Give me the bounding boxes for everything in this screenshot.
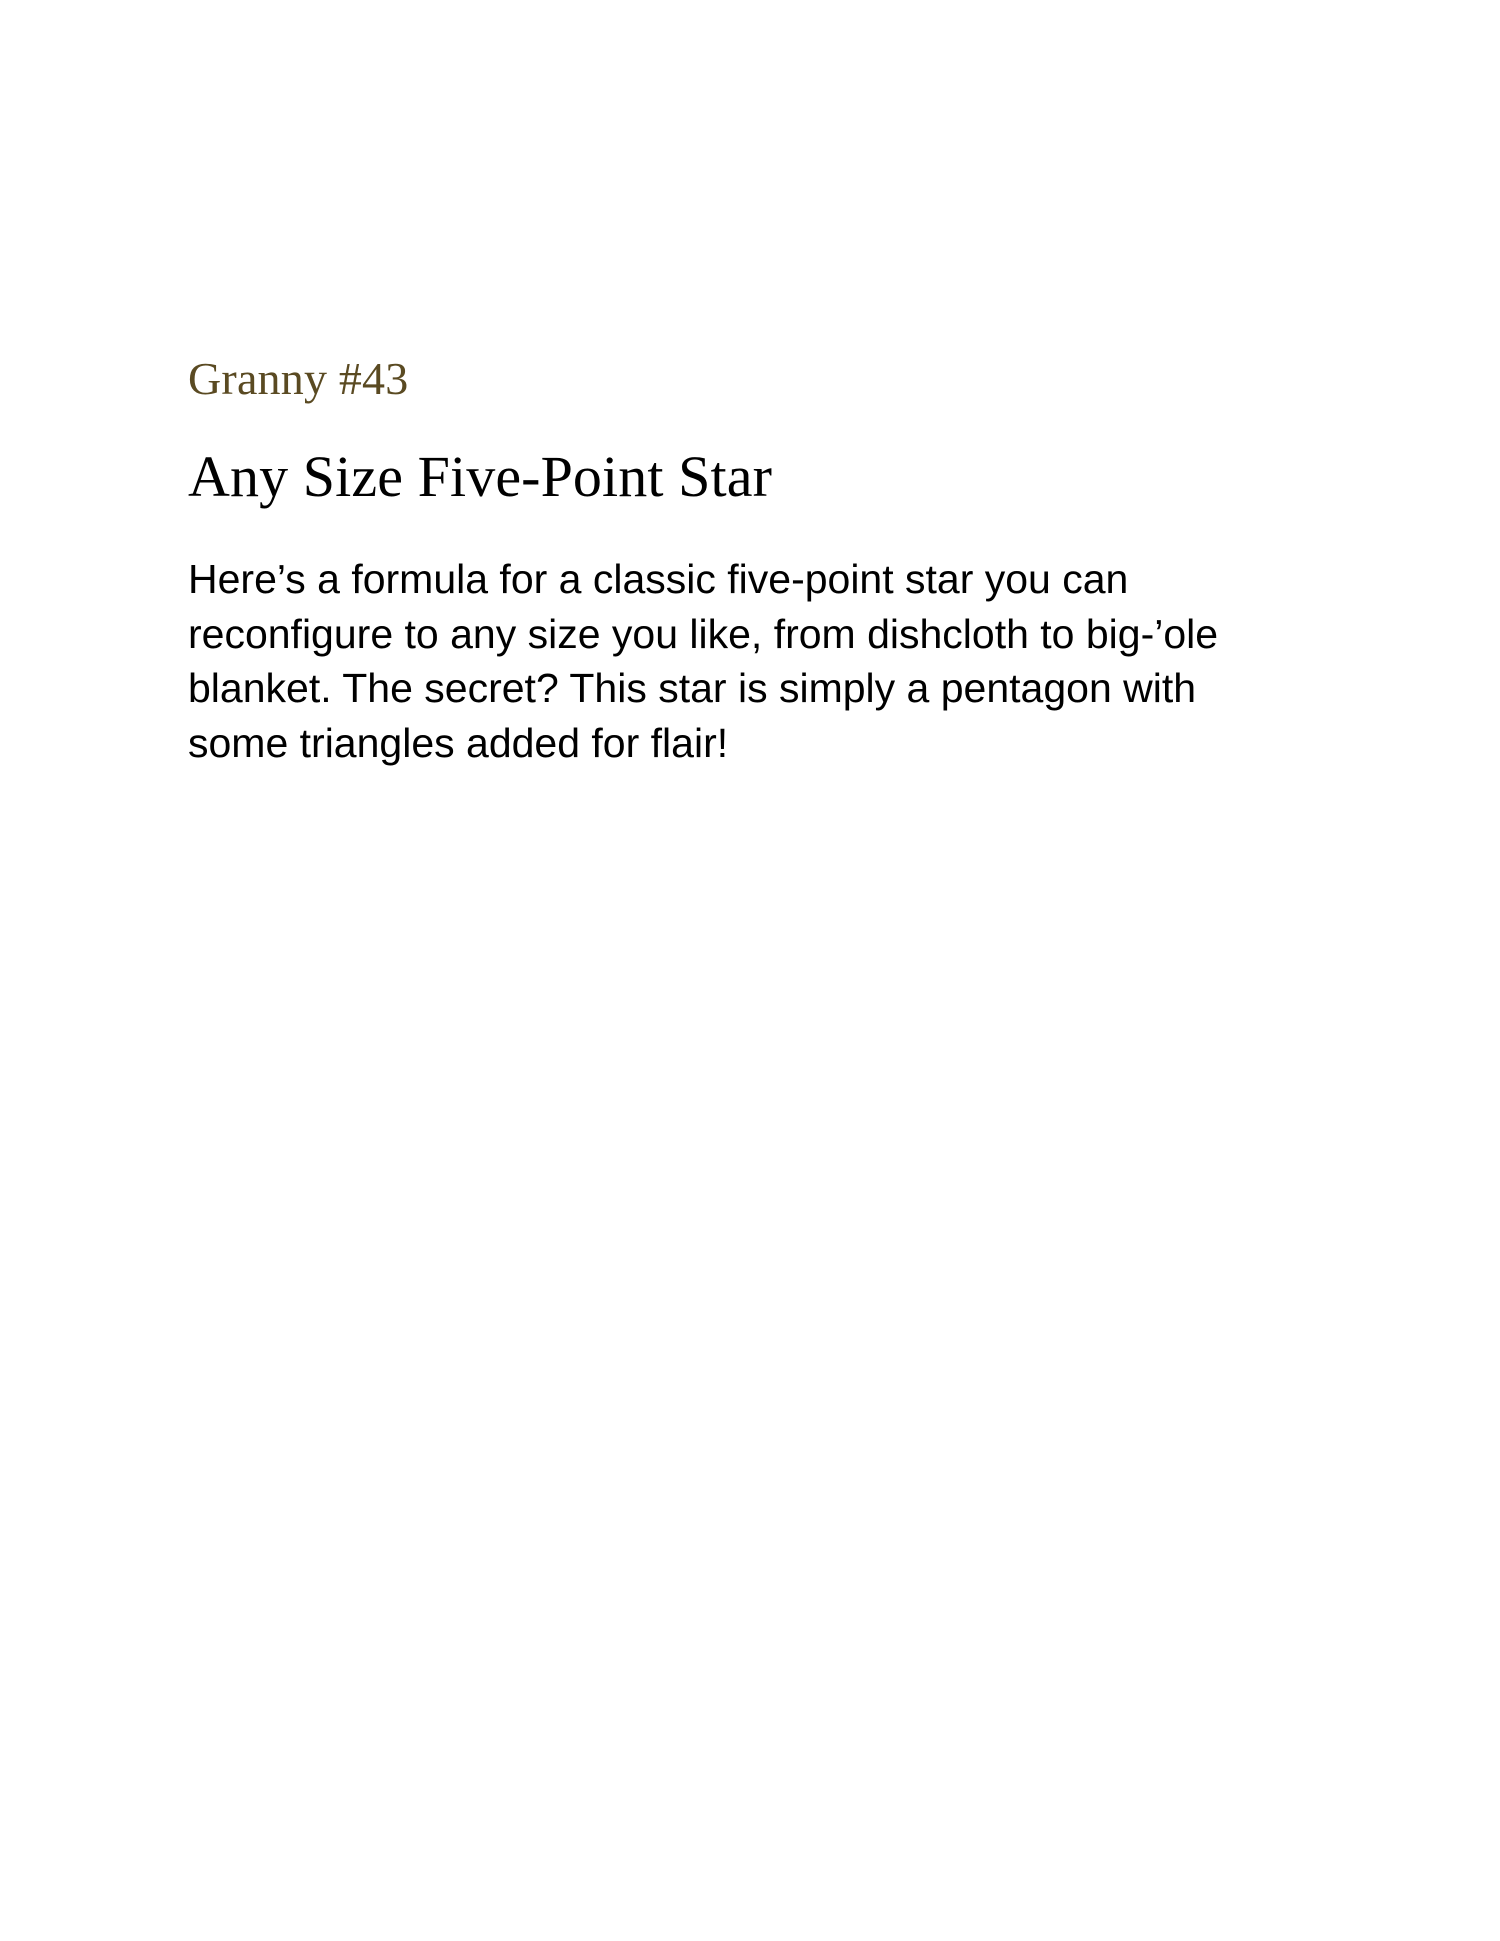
granny-number-label: Granny #43 [188, 353, 409, 404]
document-content [188, 355, 1268, 770]
page-title: Any Size Five-Point Star [188, 444, 772, 510]
intro-paragraph: Here’s a formula for a classic five-point star you can reconfigure to any size you like, from dishcloth to big-’ole blanket. The secret? This star is simply a pentagon with some triangles added for flair! [188, 556, 1219, 766]
